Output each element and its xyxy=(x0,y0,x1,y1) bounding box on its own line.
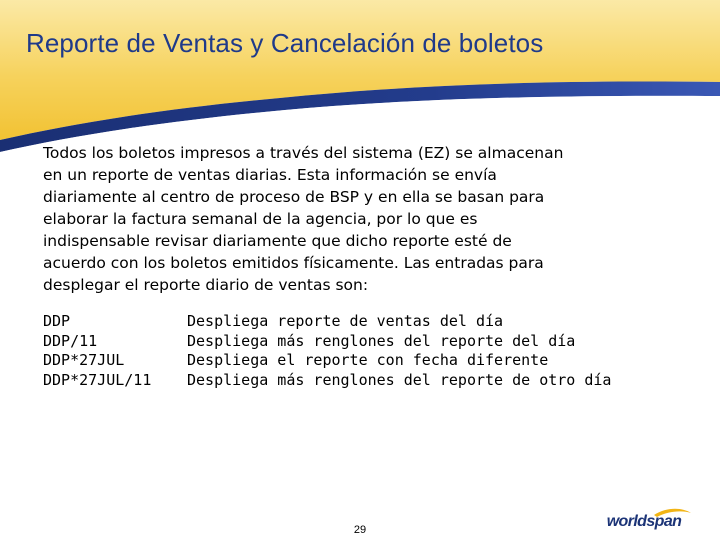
command-description: Despliega reporte de ventas del día xyxy=(187,312,504,330)
command-code: DDP/11 xyxy=(43,331,98,350)
command-row xyxy=(43,351,611,371)
command-description: Despliega más renglones del reporte del día xyxy=(187,331,576,350)
paragraph-line: diariamente al centro de proceso de BSP y en ella se basan para xyxy=(43,188,545,206)
command-row xyxy=(43,371,611,391)
intro-paragraph xyxy=(43,142,683,296)
paragraph-line: acuerdo con los boletos emitidos físicamente. Las entradas para xyxy=(43,254,544,272)
command-row xyxy=(43,332,611,352)
command-code: DDP xyxy=(43,312,71,330)
paragraph-line: indispensable revisar diariamente que dicho reporte esté de xyxy=(43,232,512,250)
command-list xyxy=(43,312,611,390)
yellow-swoosh xyxy=(0,0,720,140)
paragraph-line: elaborar la factura semanal de la agencia, por lo que es xyxy=(43,210,478,228)
command-description: Despliega el reporte con fecha diferente xyxy=(187,351,549,369)
paragraph-line: Todos los boletos impresos a través del sistema (EZ) se almacenan xyxy=(43,144,564,162)
header-band xyxy=(0,0,720,160)
command-code: DDP*27JUL xyxy=(43,351,125,369)
command-row xyxy=(43,312,611,332)
page-number: 29 xyxy=(353,524,367,536)
command-description: Despliega más renglones del reporte de otro día xyxy=(187,370,612,389)
command-code: DDP*27JUL/11 xyxy=(43,370,152,389)
paragraph-line: desplegar el reporte diario de ventas son: xyxy=(43,276,369,294)
svg-text:worldspan: worldspan xyxy=(606,513,682,530)
paragraph-line: en un reporte de ventas diarias. Esta información se envía xyxy=(43,166,497,184)
slide-title: Reporte de Ventas y Cancelación de boletos xyxy=(26,28,544,58)
worldspan-logo xyxy=(594,506,694,532)
